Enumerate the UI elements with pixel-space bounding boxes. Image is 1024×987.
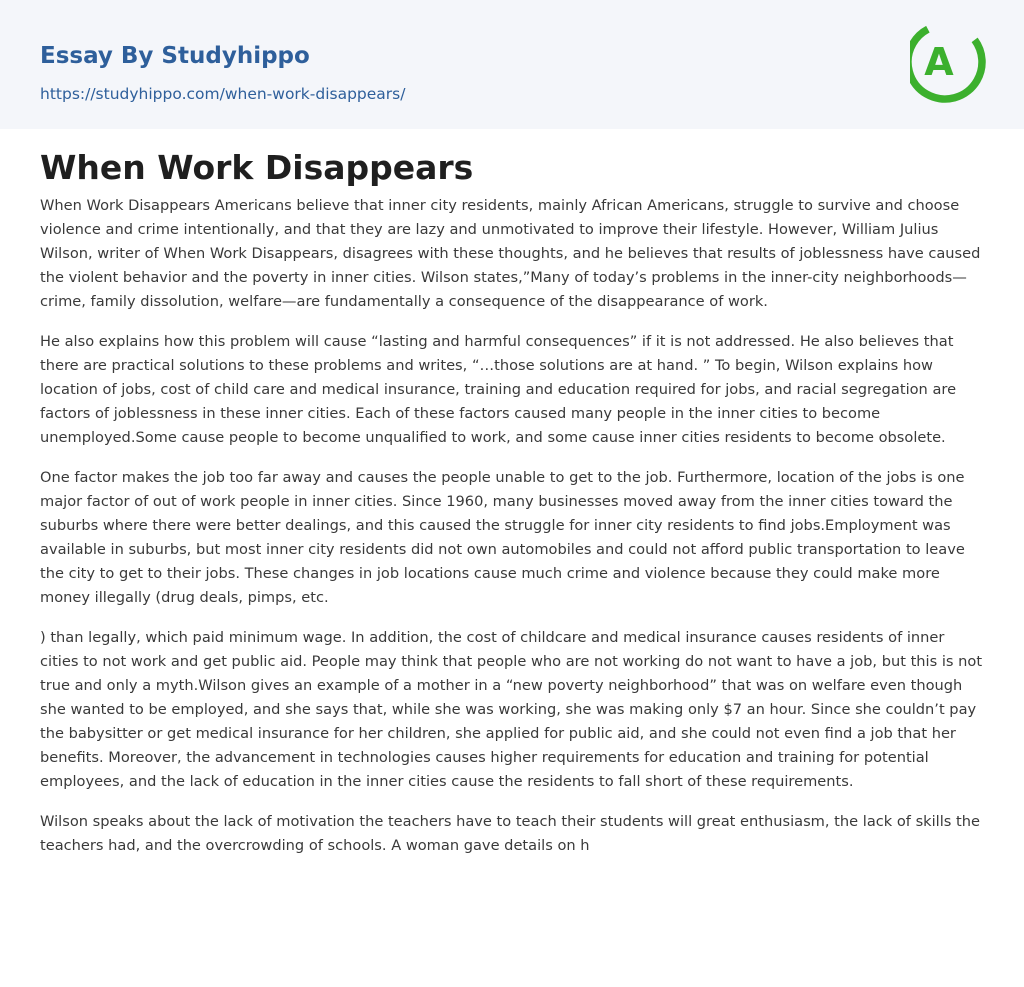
essay-paragraph: When Work Disappears Americans believe that inner city residents, mainly African Americans, struggle to survive and choose violence and crime intentionally, and that they are lazy and unmotivated to improve their lifestyle. However, William Julius Wilson, writer of When Work Disappears, disagrees with these thoughts, and he believes that results of joblessness have caused the violent behavior and the poverty in inner cities. Wilson states,”Many of today’s problems in the inner-city neighborhoods—crime, family dissolution, welfare—are fundamentally a consequence of the disappearance of work. bbox=[40, 197, 981, 310]
page-header bbox=[0, 0, 1024, 129]
studyhippo-logo-icon bbox=[910, 18, 988, 106]
essay-paragraph: He also explains how this problem will cause “lasting and harmful consequences” if it is not addressed. He also believes that there are practical solutions to these problems and writes, “…those solutions are at hand. ” To begin, Wilson explains how location of jobs, cost of child care and medical insurance, training and education required for jobs, and racial segregation are factors of joblessness in these inner cities. Each of these factors caused many people in the inner cities to become unemployed.Some cause people to become unqualified to work, and some cause inner cities residents to become obsolete. bbox=[40, 333, 957, 446]
essay-paragraph: Wilson speaks about the lack of motivation the teachers have to teach their students will great enthusiasm, the lack of skills the teachers had, and the overcrowding of schools. A woman gave details on h bbox=[40, 813, 980, 854]
essay-paragraph: One factor makes the job too far away and causes the people unable to get to the job. Furthermore, location of the jobs is one major factor of out of work people in inner cities. Since 1960, many businesses moved away from the inner cities toward the suburbs where there were better dealings, and this caused the struggle for inner city residents to find jobs.Employment was available in suburbs, but most inner city residents did not own automobiles and could not afford public transportation to leave the city to get to their jobs. These changes in job locations cause much crime and violence because they could make more money illegally (drug deals, pimps, etc. bbox=[40, 469, 965, 606]
essay-url-link[interactable]: https://studyhippo.com/when-work-disappears/ bbox=[40, 85, 406, 103]
essay-body bbox=[40, 194, 986, 874]
essay-paragraph: ) than legally, which paid minimum wage. In addition, the cost of childcare and medical insurance causes residents of inner cities to not work and get public aid. People may think that people who are not working do not want to have a job, but this is not true and only a myth.Wilson gives an example of a mother in a “new poverty neighborhood” that was on welfare even though she wanted to be employed, and she says that, while she was working, she was making only $7 an hour. Since she couldn’t pay the babysitter or get medical insurance for her children, she applied for public aid, and she could not even find a job that her benefits. Moreover, the advancement in technologies causes higher requirements for education and training for potential employees, and the lack of education in the inner cities cause the residents to fall short of these requirements. bbox=[40, 629, 983, 790]
logo-letter: A bbox=[924, 40, 954, 84]
site-brand: Essay By Studyhippo bbox=[40, 43, 310, 69]
essay-title: When Work Disappears bbox=[40, 148, 474, 187]
